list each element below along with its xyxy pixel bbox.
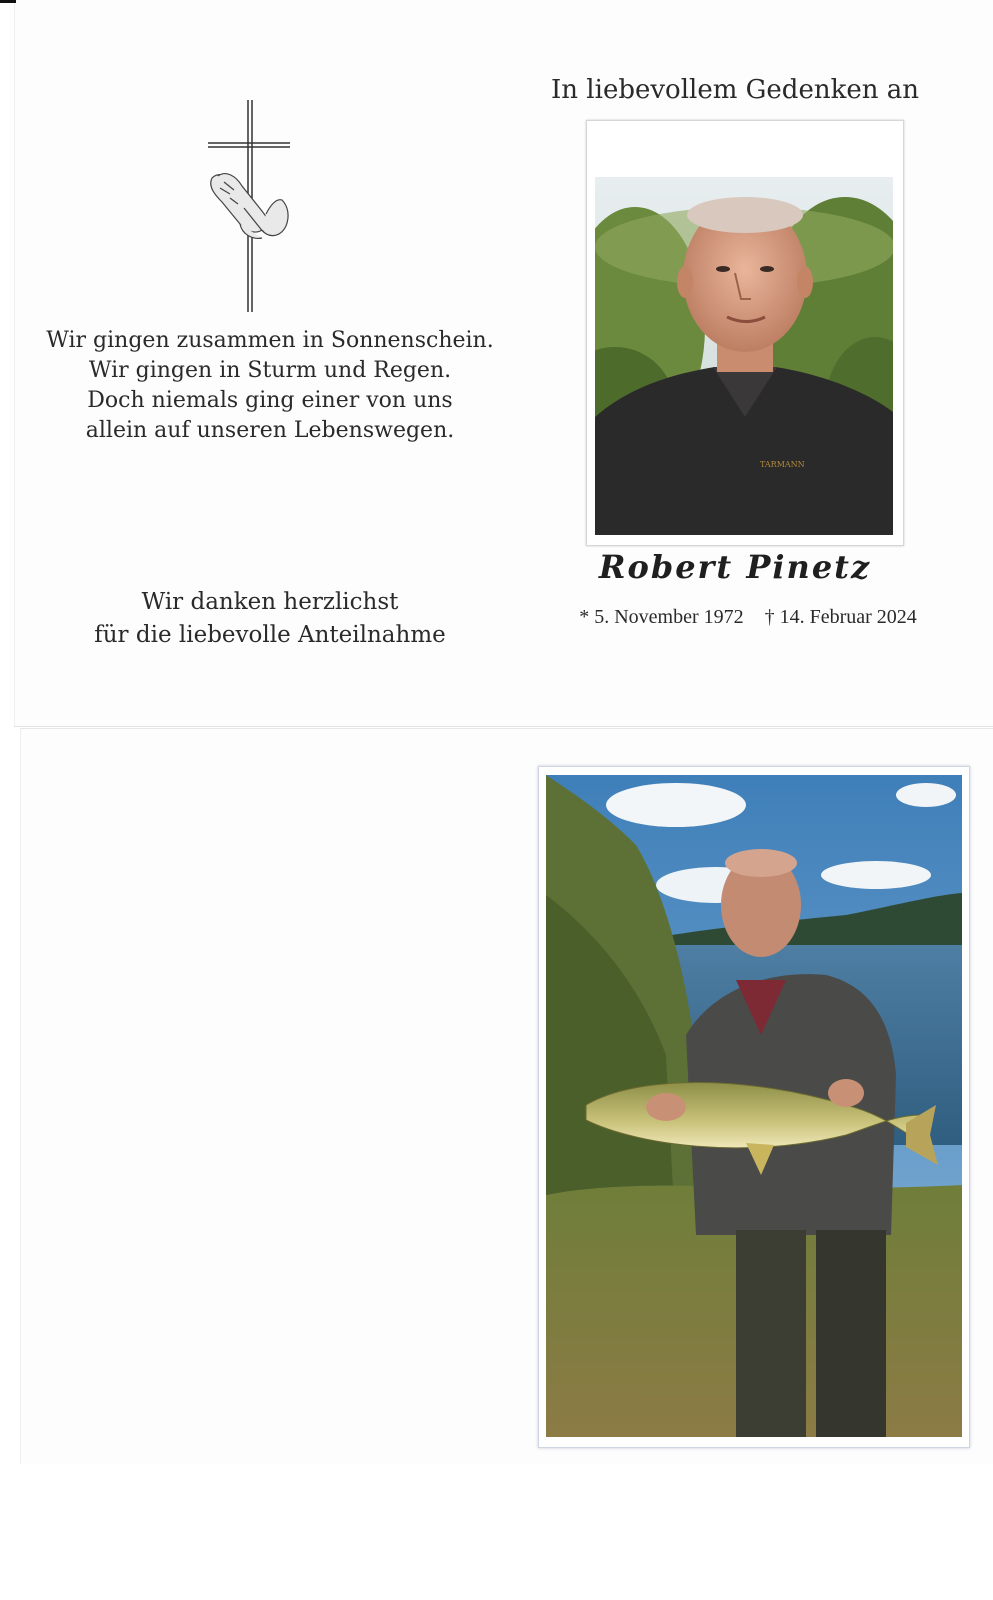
fishing-photo-frame bbox=[538, 766, 970, 1448]
portrait-photo bbox=[595, 177, 893, 535]
cross-with-praying-hands-icon bbox=[200, 98, 310, 320]
thank-you-note bbox=[30, 586, 510, 652]
thanks-line: für die liebevolle Anteilnahme bbox=[94, 622, 446, 648]
birth-date: * 5. November 1972 bbox=[579, 606, 744, 628]
deceased-name: Robert Pinetz bbox=[598, 548, 872, 586]
portrait-photo-frame bbox=[586, 120, 904, 546]
fishing-photo bbox=[546, 775, 962, 1437]
memorial-poem bbox=[30, 326, 510, 446]
death-date: † 14. Februar 2024 bbox=[764, 606, 917, 628]
poem-line: Wir gingen zusammen in Sonnenschein. bbox=[46, 328, 494, 353]
shirt-logo-text: TARMANN bbox=[760, 460, 805, 469]
thanks-line: Wir danken herzlichst bbox=[141, 589, 399, 615]
life-dates bbox=[538, 606, 958, 629]
poem-line: allein auf unseren Lebenswegen. bbox=[85, 418, 455, 443]
scan-corner-mark bbox=[0, 0, 16, 3]
poem-line: Doch niemals ging einer von uns bbox=[87, 388, 453, 413]
memorial-heading: In liebevollem Gedenken an bbox=[551, 75, 919, 105]
poem-line: Wir gingen in Sturm und Regen. bbox=[88, 358, 452, 383]
